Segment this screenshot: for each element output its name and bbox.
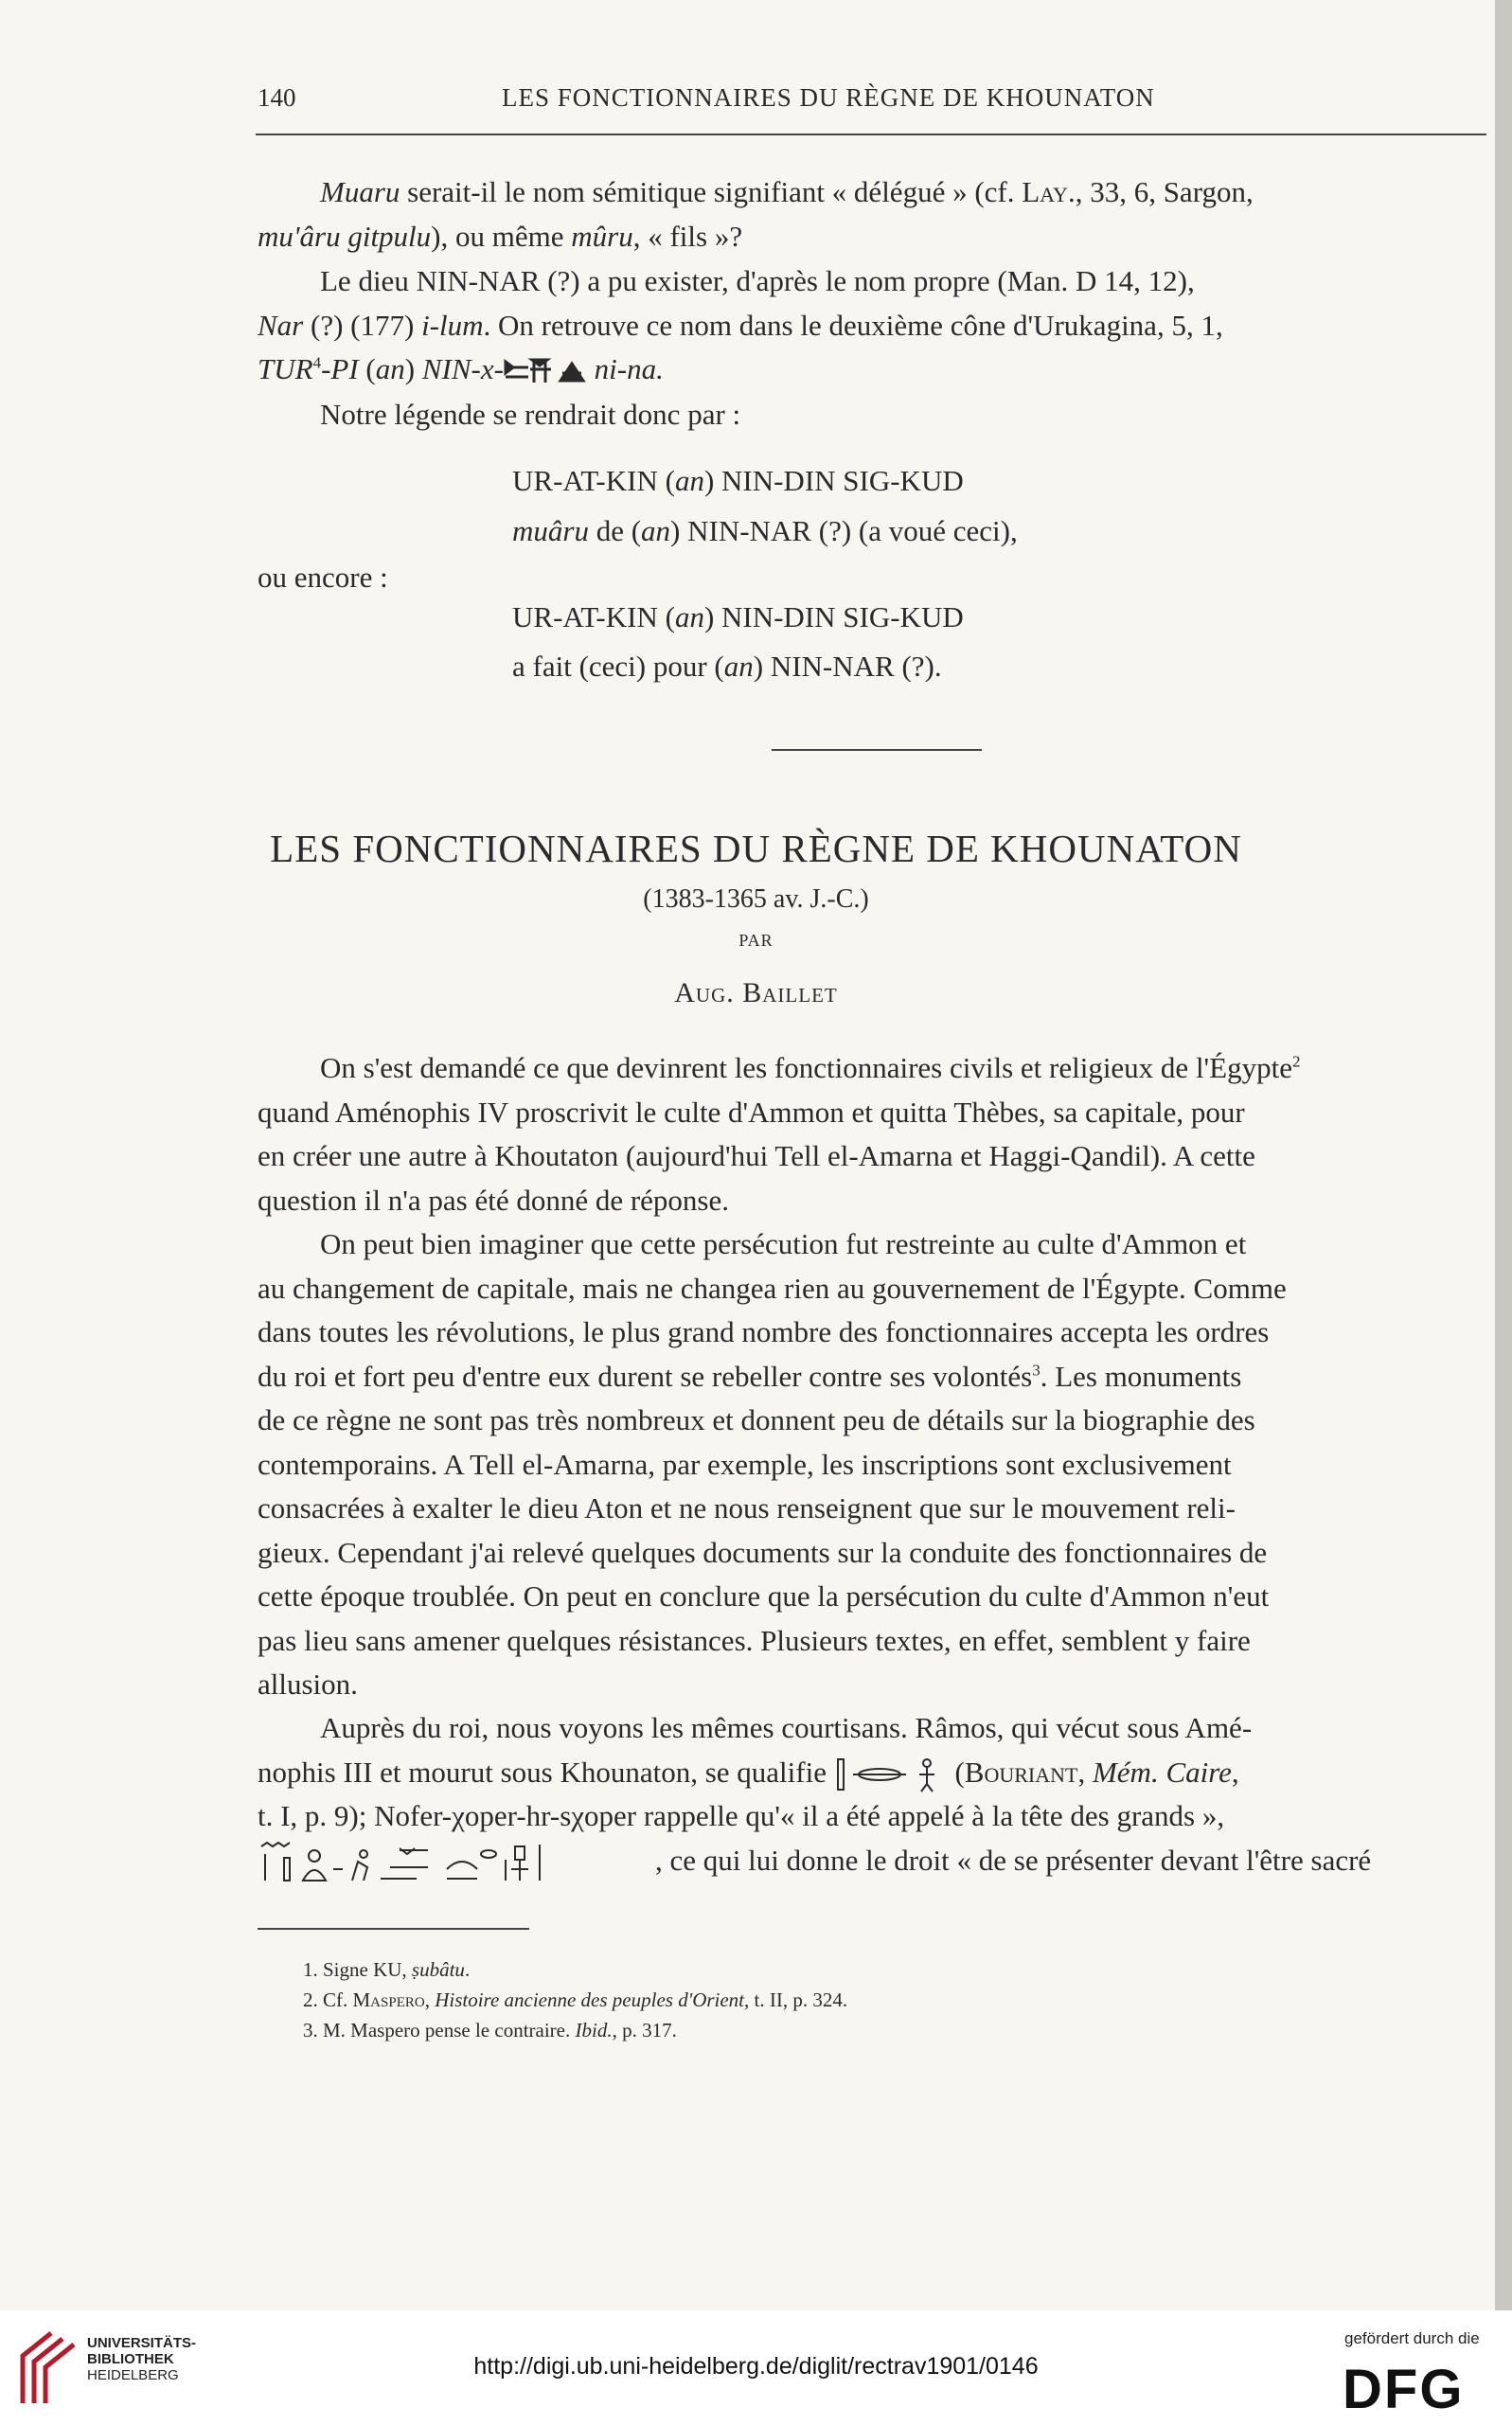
article-author: Aug. Baillet bbox=[674, 977, 838, 1008]
body-paragraph-3: Auprès du roi, nous voyons les mêmes courtisans. Râmos, qui vécut sous Amé- nophis III et mourut sous Khounaton, se qualifie (Bouriant, Mém. Caire, t. I, p. 9); Nofer-χoper-hr-sχoper rappelle qu'« il a été appelé à la tête des grands », , ce qui lui donne le droit « de se présenter devant l'être sacré bbox=[258, 1706, 1488, 1884]
library-name-line-1: UNIVERSITÄTS- bbox=[87, 2335, 197, 2351]
body-paragraph-2: On peut bien imaginer que cette persécution fut restreinte au culte d'Ammon et au changement de capitale, mais ne changea rien au gouvernement de l'Égypte. Comme dans toutes les révolutions, le plus grand nombre des fonctionnaires accepta les ordres du roi et fort peu d'entre eux durent se rebeller contre ses volontés$^3$. Les monuments de ce règne ne sont pas très nombreux et donnent peu de détails sur la biographie des contemporains. A Tell el-Amarna, par exemple, les inscriptions sont exclusivement consacrées à exalter le dieu Aton et ne nous renseignent que sur le mouvement reli- gieux. Cependant j'ai relevé quelques documents sur la conduite des fonctionnaires de cette époque troublée. On peut en conclure que la persécution du culte d'Ammon n'eut pas lieu sans amener quelques résistances. Plusieurs textes, en effet, semblent y faire allusion. bbox=[258, 1227, 1287, 1701]
running-head bbox=[258, 78, 1488, 119]
dfg-logo: DFG bbox=[1343, 2359, 1465, 2420]
header-rule bbox=[256, 134, 1486, 135]
hieroglyph-sequence-icon bbox=[258, 1841, 655, 1884]
legend-line-4: a fait (ceci) pour (an) NIN-NAR (?). bbox=[512, 650, 942, 683]
library-name-line-2: BIBLIOTHEK bbox=[87, 2351, 174, 2367]
intro-paragraph-1: Muaru serait-il le nom sémitique signifiant « délégué » (cf. Lay., 33, 6, Sargon, mu'âru gitpulu), ou même mûru, « fils »? bbox=[258, 175, 1254, 253]
article-dates: (1383-1365 av. J.-C.) bbox=[643, 884, 869, 914]
section-divider bbox=[772, 749, 982, 751]
intro-paragraph-3: Notre légende se rendrait donc par : bbox=[320, 398, 741, 431]
library-name-line-3: HEIDELBERG bbox=[87, 2367, 179, 2383]
legend-line-3: UR-AT-KIN (an) NIN-DIN SIG-KUD bbox=[512, 600, 964, 633]
footnote-3: 3. M. Maspero pense le contraire. Ibid., p. 317. bbox=[303, 2019, 677, 2042]
article-by: PAR bbox=[738, 931, 774, 950]
page-number: 140 bbox=[258, 83, 296, 112]
intro-paragraph-2: Le dieu NIN-NAR (?) a pu exister, d'après le nom propre (Man. D 14, 12), Nar (?) (177) i-lum. On retrouve ce nom dans le deuxième cône d'Urukagina, 5, 1, TUR$^4$-PI (an) NIN-x- ni-na. bbox=[258, 264, 1223, 385]
legend-line-2: muâru de (an) NIN-NAR (?) (a voué ceci), bbox=[512, 514, 1018, 547]
footnote-1: 1. Signe KU, ṣubâtu. bbox=[303, 1958, 471, 1981]
article-title: LES FONCTIONNAIRES DU RÈGNE DE KHOUNATON bbox=[270, 827, 1242, 870]
hieroglyph-title-icon bbox=[834, 1756, 948, 1793]
sponsor-label: gefördert durch die bbox=[1344, 2329, 1480, 2347]
running-title: LES FONCTIONNAIRES DU RÈGNE DE KHOUNATON bbox=[502, 83, 1155, 112]
ou-encore-label: ou encore : bbox=[258, 561, 388, 594]
body-paragraph-1: On s'est demandé ce que devinrent les fonctionnaires civils et religieux de l'Égypte$^2$ quand Aménophis IV proscrivit le culte d'Ammon et quitta Thèbes, sa capitale, pour en créer une autre à Khoutaton (aujourd'hui Tell el-Amarna et Haggi-Qandil). A cette question il n'a pas été donné de réponse. bbox=[258, 1051, 1301, 1217]
cuneiform-sign-icon bbox=[504, 358, 587, 386]
footnote-rule bbox=[258, 1928, 529, 1930]
footnote-2: 2. Cf. Maspero, Histoire ancienne des peuples d'Orient, t. II, p. 324. bbox=[303, 1988, 848, 2011]
digitization-url[interactable]: http://digi.ub.uni-heidelberg.de/diglit/rectrav1901/0146 bbox=[473, 2353, 1039, 2380]
legend-line-1: UR-AT-KIN (an) NIN-DIN SIG-KUD bbox=[512, 464, 964, 497]
